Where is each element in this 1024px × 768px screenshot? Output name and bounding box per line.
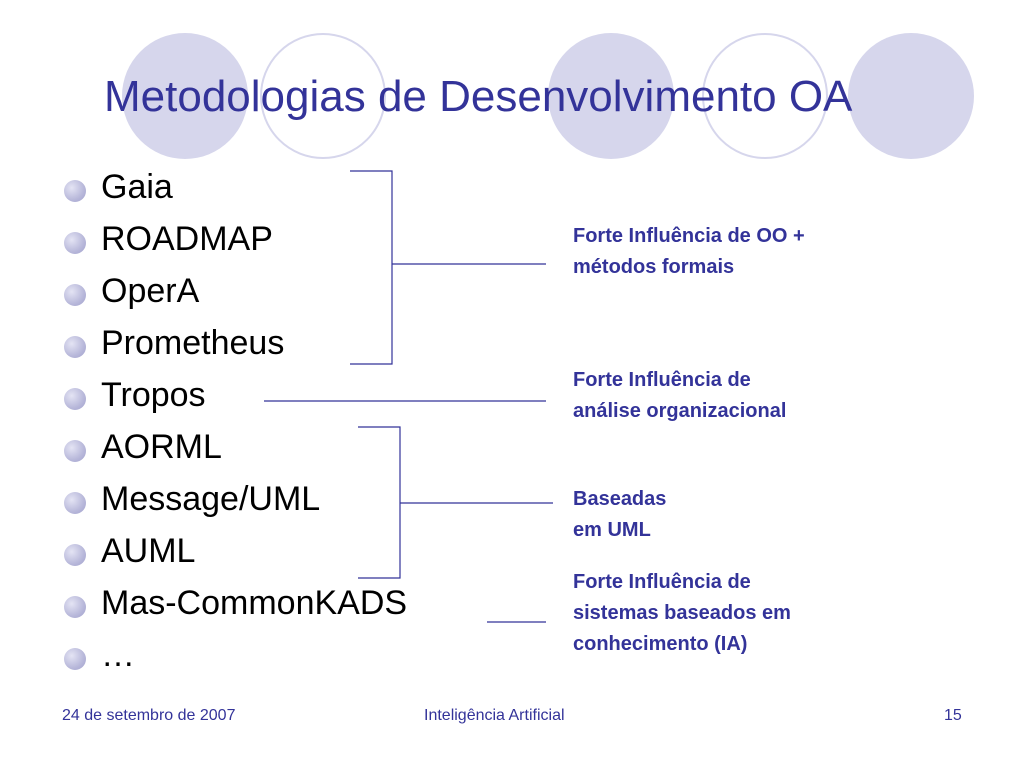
- bullet-text: Prometheus: [101, 324, 285, 362]
- slide-title: Metodologias de Desenvolvimento OA: [104, 72, 853, 121]
- annotation-line: conhecimento (IA): [573, 633, 748, 655]
- annotation-line: Forte Influência de: [573, 369, 751, 391]
- bullet-text: Mas-CommonKADS: [101, 584, 408, 622]
- annotation-line: em UML: [573, 519, 651, 541]
- bullet-text: Gaia: [101, 168, 173, 206]
- annotation-line: Forte Influência de: [573, 571, 751, 593]
- bullet-text: AORML: [101, 428, 222, 466]
- footer-course: Inteligência Artificial: [424, 707, 565, 724]
- annotation-uml: [573, 484, 666, 546]
- annotation-line: análise organizacional: [573, 400, 787, 422]
- annotation-knowledge: [573, 567, 791, 660]
- bullet-text: Tropos: [101, 376, 206, 414]
- annotation-line: Forte Influência de OO +: [573, 225, 805, 247]
- bullet-text: Message/UML: [101, 480, 321, 518]
- annotation-line: Baseadas: [573, 488, 667, 510]
- annotation-line: sistemas baseados em: [573, 602, 791, 624]
- bracket-uml: [358, 427, 400, 578]
- page-number: 15: [944, 707, 962, 724]
- bullet-text: OperA: [101, 272, 200, 310]
- bullet-text: AUML: [101, 532, 196, 570]
- bracket-oo-formal: [350, 171, 392, 364]
- annotation-oo-formal: [573, 221, 805, 283]
- annotation-line: métodos formais: [573, 256, 735, 278]
- annotation-organizational: [573, 365, 786, 427]
- bullet-text: …: [101, 636, 135, 674]
- bullet-text: ROADMAP: [101, 220, 273, 258]
- footer-date: 24 de setembro de 2007: [62, 707, 236, 724]
